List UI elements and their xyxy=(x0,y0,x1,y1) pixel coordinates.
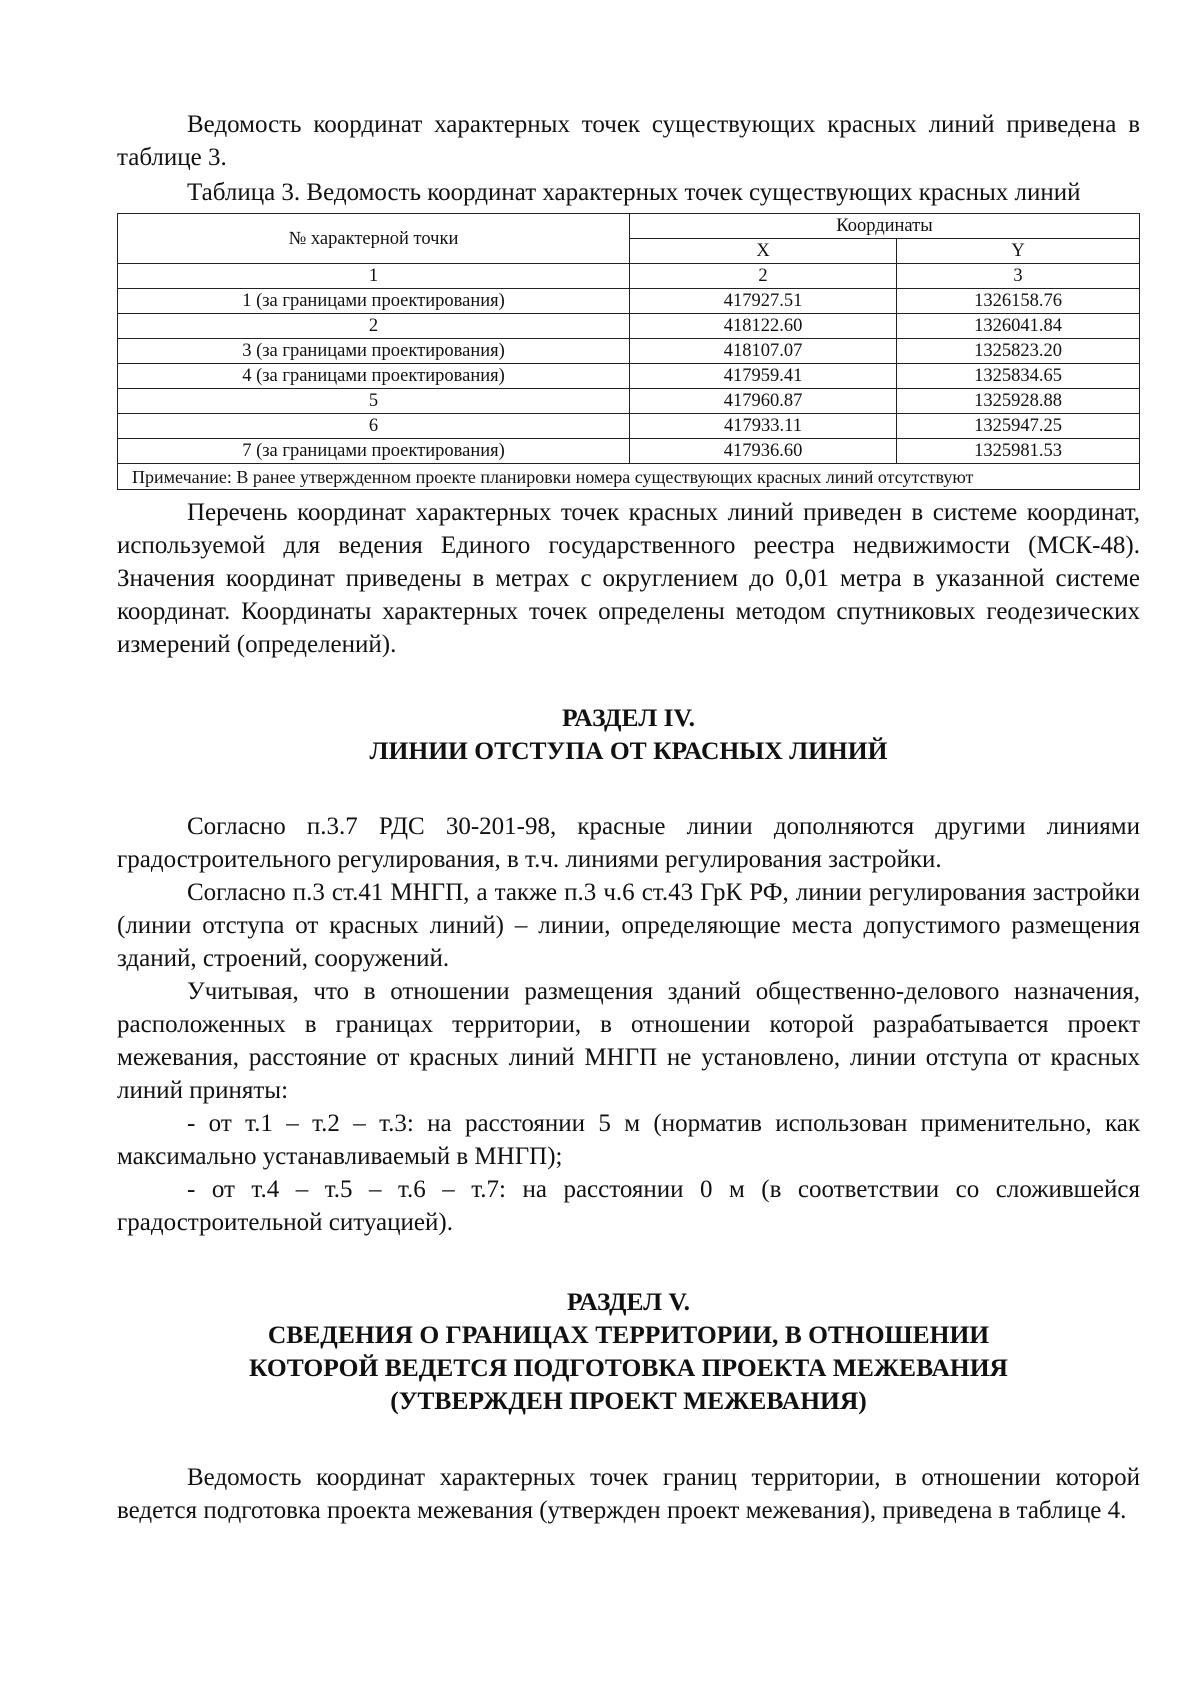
table-row xyxy=(118,439,1140,464)
point-cell: 4 (за границами проектирования) xyxy=(118,364,630,389)
section4-number: РАЗДЕЛ IV. xyxy=(561,703,696,732)
table-row xyxy=(118,389,1140,414)
column-number: 2 xyxy=(630,264,897,289)
point-cell: 5 xyxy=(118,389,630,414)
y-cell: 1325981.53 xyxy=(897,439,1140,464)
section4-paragraph-2: Согласно п.3 ст.41 МНГП, а также п.3 ч.6 ст.43 ГрК РФ, линии регулирования застройки (линии отступа от красных линий) – линии, определяющие места допустимого размещения зданий, строений, сооружений. xyxy=(117,879,1140,972)
y-cell: 1326041.84 xyxy=(897,314,1140,339)
coordinate-system-paragraph: Перечень координат характерных точек красных линий приведен в системе координат, используемой для ведения Единого государственного реестра недвижимости (МСК-48). Значения координат приведены в метрах с округлением до 0,01 метра в указанной системе координат. Координаты характерных точек определены методом спутниковых геодезических измерений (определений). xyxy=(117,499,1140,658)
table-row xyxy=(118,364,1140,389)
column-number-row xyxy=(118,264,1140,289)
header-point-number: № характерной точки xyxy=(118,214,630,264)
y-cell: 1325928.88 xyxy=(897,389,1140,414)
section4-paragraph-3: Учитывая, что в отношении размещения зданий общественно-делового назначения, расположенных в границах территории, в отношении которой разрабатывается проект межевания, расстояние от красных линий МНГП не установлено, линии отступа от красных линий приняты: xyxy=(117,978,1140,1104)
section4-title: ЛИНИИ ОТСТУПА ОТ КРАСНЫХ ЛИНИЙ xyxy=(369,736,888,765)
document-page xyxy=(117,108,1140,1527)
header-y: Y xyxy=(897,239,1140,264)
table-row xyxy=(118,289,1140,314)
section5-number: РАЗДЕЛ V. xyxy=(566,1287,691,1316)
y-cell: 1325947.25 xyxy=(897,414,1140,439)
table-caption: Таблица 3. Ведомость координат характерных точек существующих красных линий xyxy=(187,179,1081,206)
x-cell: 417933.11 xyxy=(630,414,897,439)
point-cell: 3 (за границами проектирования) xyxy=(118,339,630,364)
coordinates-table xyxy=(117,213,1140,490)
x-cell: 417960.87 xyxy=(630,389,897,414)
header-coordinates: Координаты xyxy=(630,214,1140,239)
column-number: 3 xyxy=(897,264,1140,289)
header-x: X xyxy=(630,239,897,264)
x-cell: 418107.07 xyxy=(630,339,897,364)
point-cell: 2 xyxy=(118,314,630,339)
x-cell: 417959.41 xyxy=(630,364,897,389)
section4-list-item-2: - от т.4 – т.5 – т.6 – т.7: на расстоянии 0 м (в соответствии со сложившейся градостроительной ситуацией). xyxy=(117,1176,1140,1236)
section4-list-item-1: - от т.1 – т.2 – т.3: на расстоянии 5 м (норматив использован применительно, как максимально устанавливаемый в МНГП); xyxy=(117,1110,1140,1170)
table-row xyxy=(118,339,1140,364)
table-row xyxy=(118,414,1140,439)
y-cell: 1325834.65 xyxy=(897,364,1140,389)
table-header-row xyxy=(118,214,1140,239)
column-number: 1 xyxy=(118,264,630,289)
section5-title-line-1: СВЕДЕНИЯ О ГРАНИЦАХ ТЕРРИТОРИИ, В ОТНОШЕНИИ xyxy=(267,1320,990,1349)
section5-title-line-2: КОТОРОЙ ВЕДЕТСЯ ПОДГОТОВКА ПРОЕКТА МЕЖЕВАНИЯ xyxy=(249,1353,1008,1382)
y-cell: 1325823.20 xyxy=(897,339,1140,364)
section5-title-line-3: (УТВЕРЖДЕН ПРОЕКТ МЕЖЕВАНИЯ) xyxy=(390,1386,867,1415)
point-cell: 6 xyxy=(118,414,630,439)
section4-paragraph-1: Согласно п.3.7 РДС 30-201-98, красные линии дополняются другими линиями градостроительного регулирования, в т.ч. линиями регулирования застройки. xyxy=(117,813,1140,873)
table-note-row xyxy=(118,464,1140,490)
intro-paragraph: Ведомость координат характерных точек существующих красных линий приведена в таблице 3. xyxy=(117,111,1140,171)
section5-paragraph: Ведомость координат характерных точек границ территории, в отношении которой ведется подготовка проекта межевания (утвержден проект межевания), приведена в таблице 4. xyxy=(117,1464,1140,1524)
point-cell: 7 (за границами проектирования) xyxy=(118,439,630,464)
y-cell: 1326158.76 xyxy=(897,289,1140,314)
x-cell: 417927.51 xyxy=(630,289,897,314)
table-note: Примечание: В ранее утвержденном проекте планировки номера существующих красных линий отсутствуют xyxy=(118,464,1140,490)
table-row xyxy=(118,314,1140,339)
point-cell: 1 (за границами проектирования) xyxy=(118,289,630,314)
x-cell: 418122.60 xyxy=(630,314,897,339)
x-cell: 417936.60 xyxy=(630,439,897,464)
